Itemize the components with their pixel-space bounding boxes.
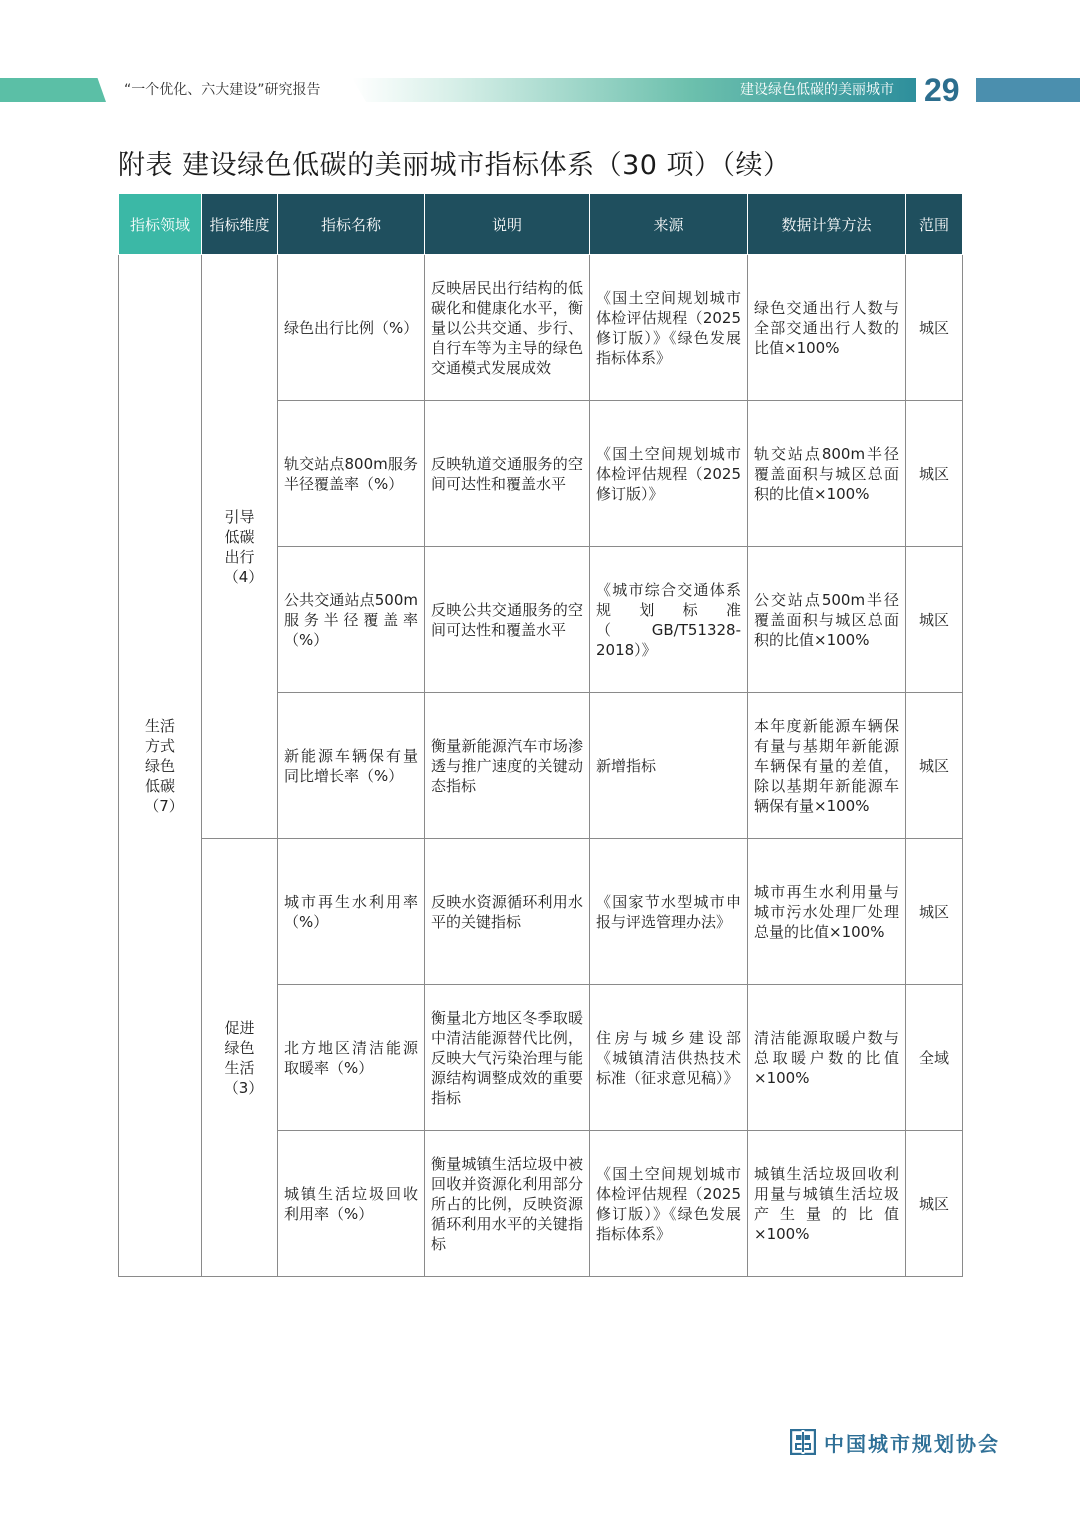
indicator-method: 本年度新能源车辆保有量与基期年新能源车辆保有量的差值，除以基期年新能源车辆保有量×100% bbox=[748, 693, 906, 839]
table-header-row bbox=[119, 194, 963, 255]
indicator-table bbox=[118, 193, 963, 1277]
indicator-description: 反映公共交通服务的空间可达性和覆盖水平 bbox=[425, 547, 590, 693]
col-header-source: 来源 bbox=[590, 194, 748, 255]
indicator-source: 《国家节水型城市申报与评选管理办法》 bbox=[590, 839, 748, 985]
dimension-cell bbox=[202, 839, 278, 1277]
col-header-scope: 范围 bbox=[906, 194, 963, 255]
domain-cell bbox=[119, 255, 202, 1277]
indicator-name: 绿色出行比例（%） bbox=[278, 255, 425, 401]
indicator-source: 《国土空间规划城市体检评估规程（2025修订版）》《绿色发展指标体系》 bbox=[590, 1131, 748, 1277]
indicator-name: 北方地区清洁能源取暖率（%） bbox=[278, 985, 425, 1131]
indicator-name: 公共交通站点500m服务半径覆盖率（%） bbox=[278, 547, 425, 693]
col-header-method: 数据计算方法 bbox=[748, 194, 906, 255]
indicator-description: 反映居民出行结构的低碳化和健康化水平，衡量以公共交通、步行、自行车等为主导的绿色交通模式发展成效 bbox=[425, 255, 590, 401]
indicator-name: 城镇生活垃圾回收利用率（%） bbox=[278, 1131, 425, 1277]
indicator-scope: 全域 bbox=[906, 985, 963, 1131]
indicator-method: 公交站点500m半径覆盖面积与城区总面积的比值×100% bbox=[748, 547, 906, 693]
indicator-description: 衡量北方地区冬季取暖中清洁能源替代比例，反映大气污染治理与能源结构调整成效的重要指标 bbox=[425, 985, 590, 1131]
section-title: 建设绿色低碳的美丽城市 bbox=[740, 82, 894, 98]
cupa-logo-icon bbox=[790, 1429, 816, 1455]
indicator-description: 衡量新能源汽车市场渗透与推广速度的关键动态指标 bbox=[425, 693, 590, 839]
indicator-description: 衡量城镇生活垃圾中被回收并资源化利用部分所占的比例，反映资源循环利用水平的关键指标 bbox=[425, 1131, 590, 1277]
dimension-label: 促进绿色生活（3） bbox=[223, 1018, 264, 1097]
col-header-description: 说明 bbox=[425, 194, 590, 255]
indicator-source: 《国土空间规划城市体检评估规程（2025修订版）》《绿色发展指标体系》 bbox=[590, 255, 748, 401]
table-title: 附表 建设绿色低碳的美丽城市指标体系（30 项）（续） bbox=[118, 150, 791, 181]
indicator-method: 轨交站点800m半径覆盖面积与城区总面积的比值×100% bbox=[748, 401, 906, 547]
dimension-label: 引导低碳出行（4） bbox=[223, 507, 264, 586]
indicator-method: 绿色交通出行人数与全部交通出行人数的比值×100% bbox=[748, 255, 906, 401]
col-header-domain: 指标领域 bbox=[119, 194, 202, 255]
report-title: “一个优化、六大建设”研究报告 bbox=[124, 82, 321, 98]
org-name: 中国城市规划协会 bbox=[824, 1431, 1000, 1456]
indicator-scope: 城区 bbox=[906, 839, 963, 985]
indicator-scope: 城区 bbox=[906, 401, 963, 547]
indicator-description: 反映轨道交通服务的空间可达性和覆盖水平 bbox=[425, 401, 590, 547]
indicator-source: 新增指标 bbox=[590, 693, 748, 839]
indicator-method: 清洁能源取暖户数与总取暖户数的比值×100% bbox=[748, 985, 906, 1131]
dimension-cell bbox=[202, 255, 278, 839]
indicator-scope: 城区 bbox=[906, 693, 963, 839]
header-left-band bbox=[0, 78, 106, 102]
indicator-name: 新能源车辆保有量同比增长率（%） bbox=[278, 693, 425, 839]
col-header-name: 指标名称 bbox=[278, 194, 425, 255]
header-right-band bbox=[976, 78, 1080, 102]
table-row bbox=[119, 255, 963, 401]
indicator-source: 住房与城乡建设部《城镇清洁供热技术标准（征求意见稿）》 bbox=[590, 985, 748, 1131]
indicator-source: 《国土空间规划城市体检评估规程（2025修订版）》 bbox=[590, 401, 748, 547]
indicator-scope: 城区 bbox=[906, 255, 963, 401]
indicator-method: 城市再生水利用量与城市污水处理厂处理总量的比值×100% bbox=[748, 839, 906, 985]
indicator-name: 轨交站点800m服务半径覆盖率（%） bbox=[278, 401, 425, 547]
indicator-scope: 城区 bbox=[906, 1131, 963, 1277]
page-number: 29 bbox=[924, 72, 960, 108]
indicator-source: 《城市综合交通体系规划标准（GB/T51328-2018）》 bbox=[590, 547, 748, 693]
indicator-description: 反映水资源循环利用水平的关键指标 bbox=[425, 839, 590, 985]
col-header-dimension: 指标维度 bbox=[202, 194, 278, 255]
table-row bbox=[119, 839, 963, 985]
domain-label: 生活方式绿色低碳（7） bbox=[144, 716, 184, 815]
indicator-scope: 城区 bbox=[906, 547, 963, 693]
org-logo bbox=[790, 1426, 1000, 1458]
indicator-name: 城市再生水利用率（%） bbox=[278, 839, 425, 985]
indicator-method: 城镇生活垃圾回收利用量与城镇生活垃圾产生量的比值×100% bbox=[748, 1131, 906, 1277]
